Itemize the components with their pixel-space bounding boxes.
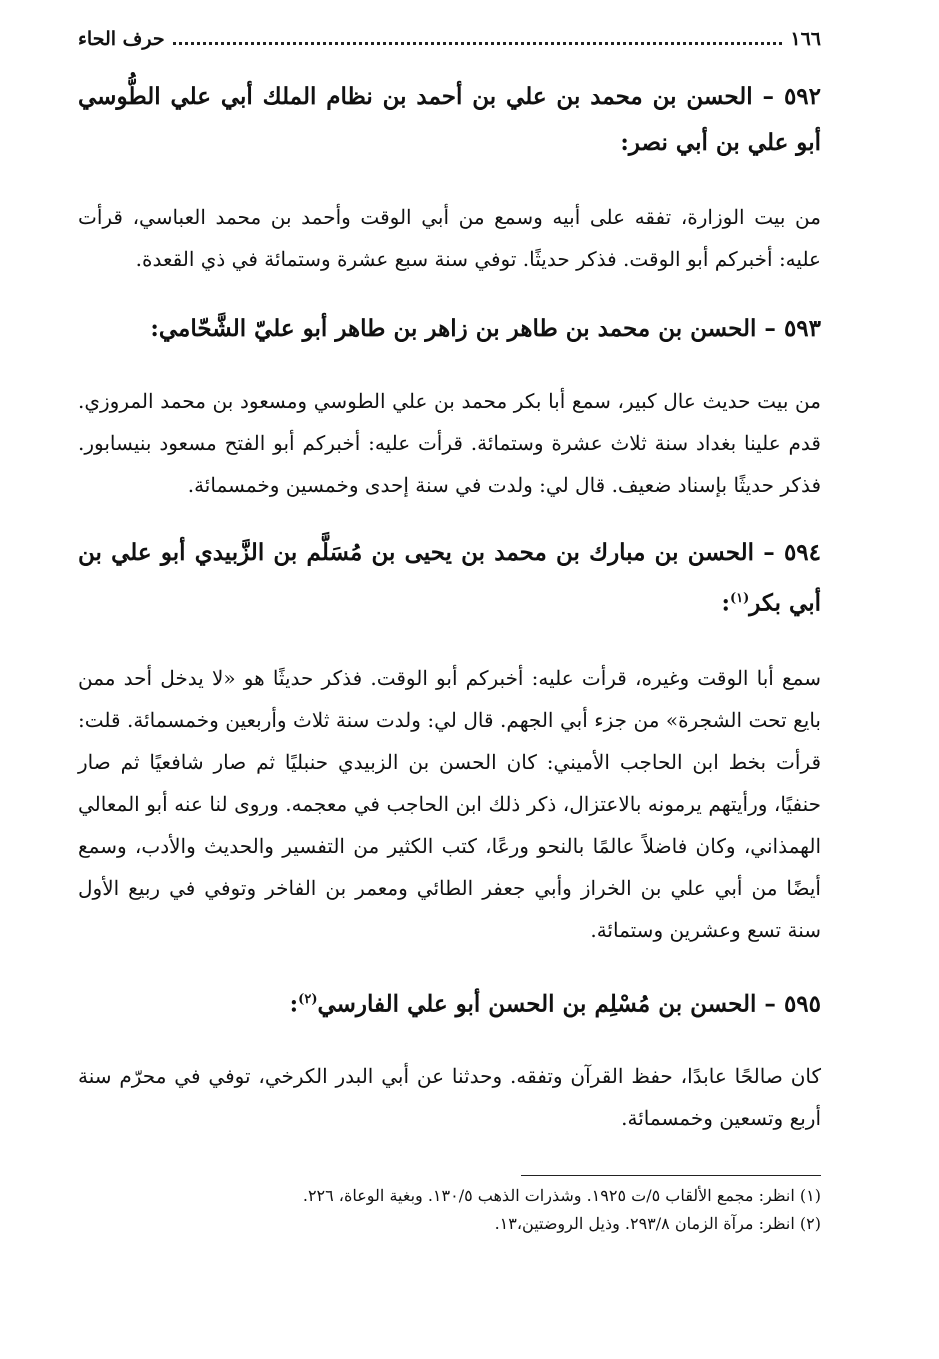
heading-text: ٥٩٤ – الحسن بن مبارك بن محمد بن يحيى بن مُسَلَّم بن الزَّبيدي أبو علي بن أبي بكر [78, 539, 821, 617]
entry-body: سمع أبا الوقت وغيره، قرأت عليه: أخبركم أبو الوقت. فذكر حديثًا هو «لا يدخل أحد ممن بايع تحت الشجرة» من جزء أبي الجهم. قال لي: ولدت سنة ثلاث وأربعين وخمسمائة. قلت: قرأت بخط ابن الحاجب الأميني: كان الحسن بن الزبيدي حنبليًا ثم صار شافعيًا ثم صار حنفيًا، ورأيتهم يرمونه بالاعتزال، ذكر ذلك ابن الحاجب في معجمه. وروى لنا عنه أبو المعالي الهمذاني، وكان فاضلاً عالمًا بالنحو ورعًا، كتب الكثير من التفسير والحديث والأدب، وسمع أيضًا من أبي علي بن الخراز وأبي جعفر الطائي ومعمر بن الفاخر وتوفي في ربيع الأول سنة تسع وعشرين وستمائة. [78, 665, 821, 942]
heading-colon: : [289, 990, 299, 1018]
entry-heading: ٥٩٣ – الحسن بن محمد بن طاهر بن زاهر بن طاهر أبو عليّ الشَّحّامي: [150, 315, 821, 342]
entry-body: كان صالحًا عابدًا، حفظ القرآن وتفقه. وحدثنا عن أبي البدر الكرخي، توفي في محرّم سنة أربع وتسعين وخمسمائة. [78, 1064, 821, 1131]
entry-heading [78, 530, 821, 627]
footnote-separator [521, 1175, 821, 1176]
footnote-marker: (٢) [298, 991, 318, 1007]
entry-592 [78, 74, 821, 280]
book-page [78, 28, 821, 1238]
chapter-title: حرف الحاء [78, 28, 165, 50]
page-number: ١٦٦ [790, 28, 821, 50]
entry-595 [78, 977, 821, 1140]
entry-body: من بيت حديث عال كبير، سمع أبا بكر محمد بن علي الطوسي ومسعود بن محمد المروزي. قدم علينا بغداد سنة ثلاث عشرة وستمائة. قرأت عليه: أخبركم أبو الفتح مسعود بنيسابور. فذكر حديثًا بإسناد ضعيف. قال لي: ولدت في سنة إحدى وخمسين وخمسمائة. [78, 389, 821, 497]
running-header [78, 28, 821, 58]
footnote-marker: (١) [729, 591, 750, 606]
footnote: (١) انظر: مجمع الألقاب ٥/ت ١٩٢٥. وشذرات الذهب ١٣٠/٥. وبغية الوعاة، ٢٢٦. [302, 1186, 821, 1206]
leader-dots [173, 42, 783, 45]
entry-heading [78, 977, 821, 1028]
entry-593 [78, 306, 821, 506]
entry-body: من بيت الوزارة، تفقه على أبيه وسمع من أبي الوقت وأحمد بن محمد العباسي، قرأت عليه: أخبركم أبو الوقت. فذكر حديثًا. توفي سنة سبع عشرة وستمائة في ذي القعدة. [78, 205, 821, 271]
entry-heading: ٥٩٢ – الحسن بن محمد بن علي بن أحمد بن نظام الملك أبي علي الطُّوسي أبو علي بن أبي نصر: [78, 83, 821, 156]
heading-text: ٥٩٥ – الحسن بن مُسْلِم بن الحسن أبو علي الفارسي [317, 990, 821, 1018]
entry-594 [78, 530, 821, 951]
footnotes [78, 1175, 821, 1238]
heading-colon: : [721, 589, 730, 617]
footnote: (٢) انظر: مرآة الزمان ٢٩٣/٨. وذيل الروضتين،١٣. [494, 1214, 821, 1234]
